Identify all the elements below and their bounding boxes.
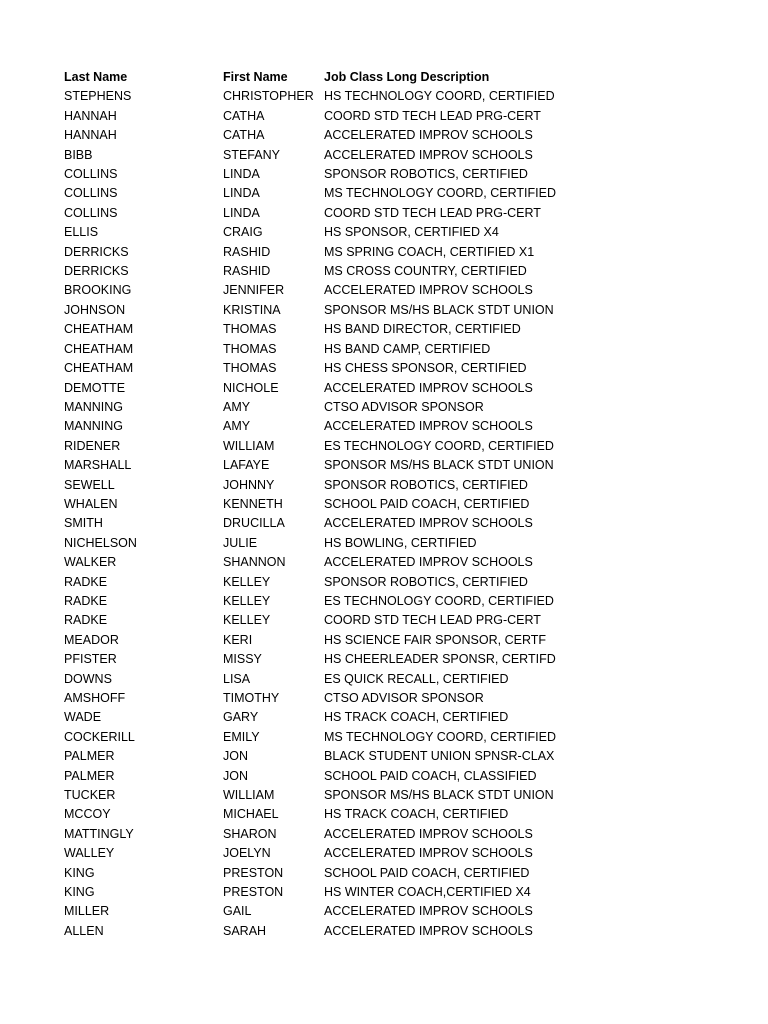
last-name-cell: SEWELL [64, 477, 115, 492]
last-name-cell: CHEATHAM [64, 341, 134, 356]
first-name-cell: MICHAEL [223, 807, 279, 822]
last-name-cell: RIDENER [64, 438, 121, 453]
table-row [64, 437, 624, 456]
table-row [64, 340, 624, 359]
last-name-cell: DERRICKS [64, 244, 129, 259]
last-name-cell: DOWNS [64, 671, 112, 686]
first-name-cell: AMY [223, 419, 251, 434]
first-name-cell: CATHA [223, 128, 265, 143]
last-name-cell: MATTINGLY [64, 826, 134, 841]
first-name-cell: PRESTON [223, 885, 284, 900]
table-row [64, 534, 624, 553]
first-name-cell: THOMAS [223, 322, 277, 337]
last-name-cell: PFISTER [64, 652, 117, 667]
first-name-cell: TIMOTHY [223, 691, 280, 705]
first-name-cell: AMY [223, 399, 251, 414]
first-name-cell: GARY [223, 710, 259, 725]
first-name-cell: KELLEY [223, 613, 271, 628]
first-name-cell: KENNETH [223, 496, 283, 511]
first-name-cell: NICHOLE [223, 380, 279, 395]
last-name-cell: MANNING [64, 419, 124, 434]
first-name-cell: SARAH [223, 923, 267, 938]
first-name-cell: JON [223, 768, 248, 783]
header-first-name: First Name [223, 70, 288, 84]
job-class-cell: SPONSOR MS/HS BLACK STDT UNION [324, 302, 554, 317]
first-name-cell: SHANNON [223, 555, 286, 570]
first-name-cell: CRAIG [223, 225, 263, 240]
table-body [64, 87, 624, 941]
first-name-cell: GAIL [223, 904, 252, 919]
job-class-cell: SPONSOR MS/HS BLACK STDT UNION [324, 458, 554, 473]
first-name-cell: JENNIFER [223, 283, 285, 298]
last-name-cell: BIBB [64, 147, 93, 162]
job-class-cell: COORD STD TECH LEAD PRG-CERT [324, 205, 541, 220]
first-name-cell: KELLEY [223, 593, 271, 608]
first-name-cell: WILLIAM [223, 788, 275, 803]
first-name-cell: JOHNNY [223, 477, 275, 492]
job-class-cell: ES QUICK RECALL, CERTIFIED [324, 671, 509, 686]
table-row [64, 786, 624, 805]
table-row [64, 805, 624, 824]
last-name-cell: MCCOY [64, 807, 111, 822]
table-row [64, 689, 624, 708]
job-class-cell: ACCELERATED IMPROV SCHOOLS [324, 923, 533, 938]
last-name-cell: MEADOR [64, 632, 119, 647]
job-class-cell: HS SCIENCE FAIR SPONSOR, CERTF [324, 632, 547, 647]
last-name-cell: TUCKER [64, 788, 116, 803]
job-class-cell: ACCELERATED IMPROV SCHOOLS [324, 380, 533, 395]
last-name-cell: COLLINS [64, 186, 118, 201]
job-class-cell: HS SPONSOR, CERTIFIED X4 [324, 225, 499, 240]
table-row [64, 107, 624, 126]
last-name-cell: MILLER [64, 904, 110, 919]
job-class-cell: SPONSOR ROBOTICS, CERTIFIED [324, 477, 528, 492]
first-name-cell: MISSY [223, 652, 262, 667]
last-name-cell: PALMER [64, 749, 115, 764]
table-row [64, 320, 624, 339]
last-name-cell: RADKE [64, 613, 108, 628]
table-row [64, 573, 624, 592]
last-name-cell: KING [64, 885, 95, 900]
last-name-cell: SMITH [64, 516, 103, 531]
first-name-cell: SHARON [223, 826, 277, 841]
last-name-cell: RADKE [64, 574, 108, 589]
job-class-cell: SCHOOL PAID COACH, CERTIFIED [324, 496, 530, 511]
last-name-cell: MANNING [64, 399, 124, 414]
job-class-cell: MS SPRING COACH, CERTIFIED X1 [324, 244, 535, 259]
table-row [64, 611, 624, 630]
table-row [64, 902, 624, 921]
last-name-cell: NICHELSON [64, 535, 137, 550]
job-class-cell: ES TECHNOLOGY COORD, CERTIFIED [324, 593, 554, 608]
first-name-cell: STEFANY [223, 147, 280, 162]
job-class-cell: HS BAND DIRECTOR, CERTIFIED [324, 322, 521, 337]
table-row [64, 514, 624, 533]
first-name-cell: CATHA [223, 108, 265, 123]
first-name-cell: JOELYN [223, 846, 271, 861]
last-name-cell: DERRICKS [64, 264, 129, 279]
first-name-cell: JULIE [223, 535, 258, 550]
job-class-cell: COORD STD TECH LEAD PRG-CERT [324, 108, 541, 123]
job-class-cell: BLACK STUDENT UNION SPNSR-CLAX [324, 749, 555, 764]
header-row [64, 68, 624, 87]
job-class-cell: MS TECHNOLOGY COORD, CERTIFIED [324, 729, 556, 744]
first-name-cell: THOMAS [223, 361, 277, 376]
job-class-cell: ACCELERATED IMPROV SCHOOLS [324, 904, 533, 919]
table-row [64, 476, 624, 495]
table-row [64, 243, 624, 262]
table-row [64, 126, 624, 145]
job-class-cell: ACCELERATED IMPROV SCHOOLS [324, 128, 533, 143]
first-name-cell: RASHID [223, 264, 271, 279]
table-row [64, 747, 624, 766]
last-name-cell: ELLIS [64, 225, 99, 240]
table-row [64, 379, 624, 398]
job-class-cell: CTSO ADVISOR SPONSOR [324, 399, 484, 414]
table-row [64, 708, 624, 727]
last-name-cell: STEPHENS [64, 89, 132, 104]
first-name-cell: LINDA [223, 186, 260, 201]
table-row [64, 767, 624, 786]
first-name-cell: KERI [223, 632, 253, 647]
first-name-cell: LAFAYE [223, 458, 270, 473]
last-name-cell: WADE [64, 710, 102, 725]
table-row [64, 495, 624, 514]
table-row [64, 146, 624, 165]
first-name-cell: LINDA [223, 205, 260, 220]
table-row [64, 456, 624, 475]
job-class-cell: ES TECHNOLOGY COORD, CERTIFIED [324, 438, 554, 453]
last-name-cell: BROOKING [64, 283, 132, 298]
first-name-cell: LINDA [223, 167, 260, 182]
last-name-cell: COLLINS [64, 205, 118, 220]
table-row [64, 165, 624, 184]
table-row [64, 223, 624, 242]
job-class-cell: ACCELERATED IMPROV SCHOOLS [324, 147, 533, 162]
first-name-cell: EMILY [223, 729, 260, 744]
table-row [64, 281, 624, 300]
job-class-cell: ACCELERATED IMPROV SCHOOLS [324, 283, 533, 298]
job-class-cell: MS TECHNOLOGY COORD, CERTIFIED [324, 186, 556, 201]
table-row [64, 922, 624, 941]
job-class-cell: HS CHEERLEADER SPONSR, CERTIFD [324, 652, 556, 667]
table-row [64, 262, 624, 281]
job-class-cell: SPONSOR MS/HS BLACK STDT UNION [324, 788, 554, 803]
job-class-cell: ACCELERATED IMPROV SCHOOLS [324, 419, 533, 434]
table-row [64, 359, 624, 378]
last-name-cell: RADKE [64, 593, 108, 608]
first-name-cell: JON [223, 749, 248, 764]
first-name-cell: DRUCILLA [223, 516, 285, 531]
job-class-cell: COORD STD TECH LEAD PRG-CERT [324, 613, 541, 628]
first-name-cell: LISA [223, 671, 251, 686]
first-name-cell: KELLEY [223, 574, 271, 589]
first-name-cell: THOMAS [223, 341, 277, 356]
job-class-cell: SPONSOR ROBOTICS, CERTIFIED [324, 167, 528, 182]
first-name-cell: CHRISTOPHER [223, 89, 314, 104]
table-row [64, 184, 624, 203]
last-name-cell: HANNAH [64, 128, 117, 143]
last-name-cell: JOHNSON [64, 302, 126, 317]
last-name-cell: WALKER [64, 555, 117, 570]
last-name-cell: AMSHOFF [64, 691, 126, 705]
job-class-cell: SCHOOL PAID COACH, CLASSIFIED [324, 768, 537, 783]
job-class-cell: HS BOWLING, CERTIFIED [324, 535, 477, 550]
job-class-cell: SCHOOL PAID COACH, CERTIFIED [324, 865, 530, 880]
job-class-cell: HS BAND CAMP, CERTIFIED [324, 341, 491, 356]
last-name-cell: CHEATHAM [64, 361, 134, 376]
table-row [64, 864, 624, 883]
table-row [64, 204, 624, 223]
job-class-cell: ACCELERATED IMPROV SCHOOLS [324, 826, 533, 841]
job-class-cell: HS TRACK COACH, CERTIFIED [324, 807, 509, 822]
first-name-cell: KRISTINA [223, 302, 281, 317]
table-row [64, 728, 624, 747]
job-class-cell: ACCELERATED IMPROV SCHOOLS [324, 846, 533, 861]
job-class-cell: HS TECHNOLOGY COORD, CERTIFIED [324, 89, 555, 104]
table-row [64, 883, 624, 902]
job-class-cell: CTSO ADVISOR SPONSOR [324, 691, 484, 705]
table-row [64, 670, 624, 689]
last-name-cell: KING [64, 865, 95, 880]
last-name-cell: PALMER [64, 768, 115, 783]
job-class-cell: ACCELERATED IMPROV SCHOOLS [324, 555, 533, 570]
table-row [64, 398, 624, 417]
job-class-cell: ACCELERATED IMPROV SCHOOLS [324, 516, 533, 531]
last-name-cell: DEMOTTE [64, 380, 126, 395]
table-row [64, 592, 624, 611]
first-name-cell: WILLIAM [223, 438, 275, 453]
table-row [64, 844, 624, 863]
table-row [64, 553, 624, 572]
job-class-cell: SPONSOR ROBOTICS, CERTIFIED [324, 574, 528, 589]
table-row [64, 301, 624, 320]
job-class-cell: MS CROSS COUNTRY, CERTIFIED [324, 264, 527, 279]
table-row [64, 650, 624, 669]
staff-table [64, 68, 624, 941]
last-name-cell: COLLINS [64, 167, 118, 182]
spreadsheet-page [64, 68, 624, 941]
last-name-cell: MARSHALL [64, 458, 132, 473]
job-class-cell: HS CHESS SPONSOR, CERTIFIED [324, 361, 527, 376]
table-row [64, 825, 624, 844]
last-name-cell: WALLEY [64, 846, 115, 861]
first-name-cell: PRESTON [223, 865, 284, 880]
table-row [64, 631, 624, 650]
last-name-cell: COCKERILL [64, 729, 135, 744]
last-name-cell: WHALEN [64, 496, 118, 511]
header-last-name: Last Name [64, 70, 128, 84]
last-name-cell: CHEATHAM [64, 322, 134, 337]
job-class-cell: HS WINTER COACH,CERTIFIED X4 [324, 885, 531, 900]
table-row [64, 87, 624, 106]
last-name-cell: ALLEN [64, 923, 104, 938]
header-job-class: Job Class Long Description [324, 70, 490, 84]
job-class-cell: HS TRACK COACH, CERTIFIED [324, 710, 509, 725]
last-name-cell: HANNAH [64, 108, 117, 123]
table-row [64, 417, 624, 436]
first-name-cell: RASHID [223, 244, 271, 259]
